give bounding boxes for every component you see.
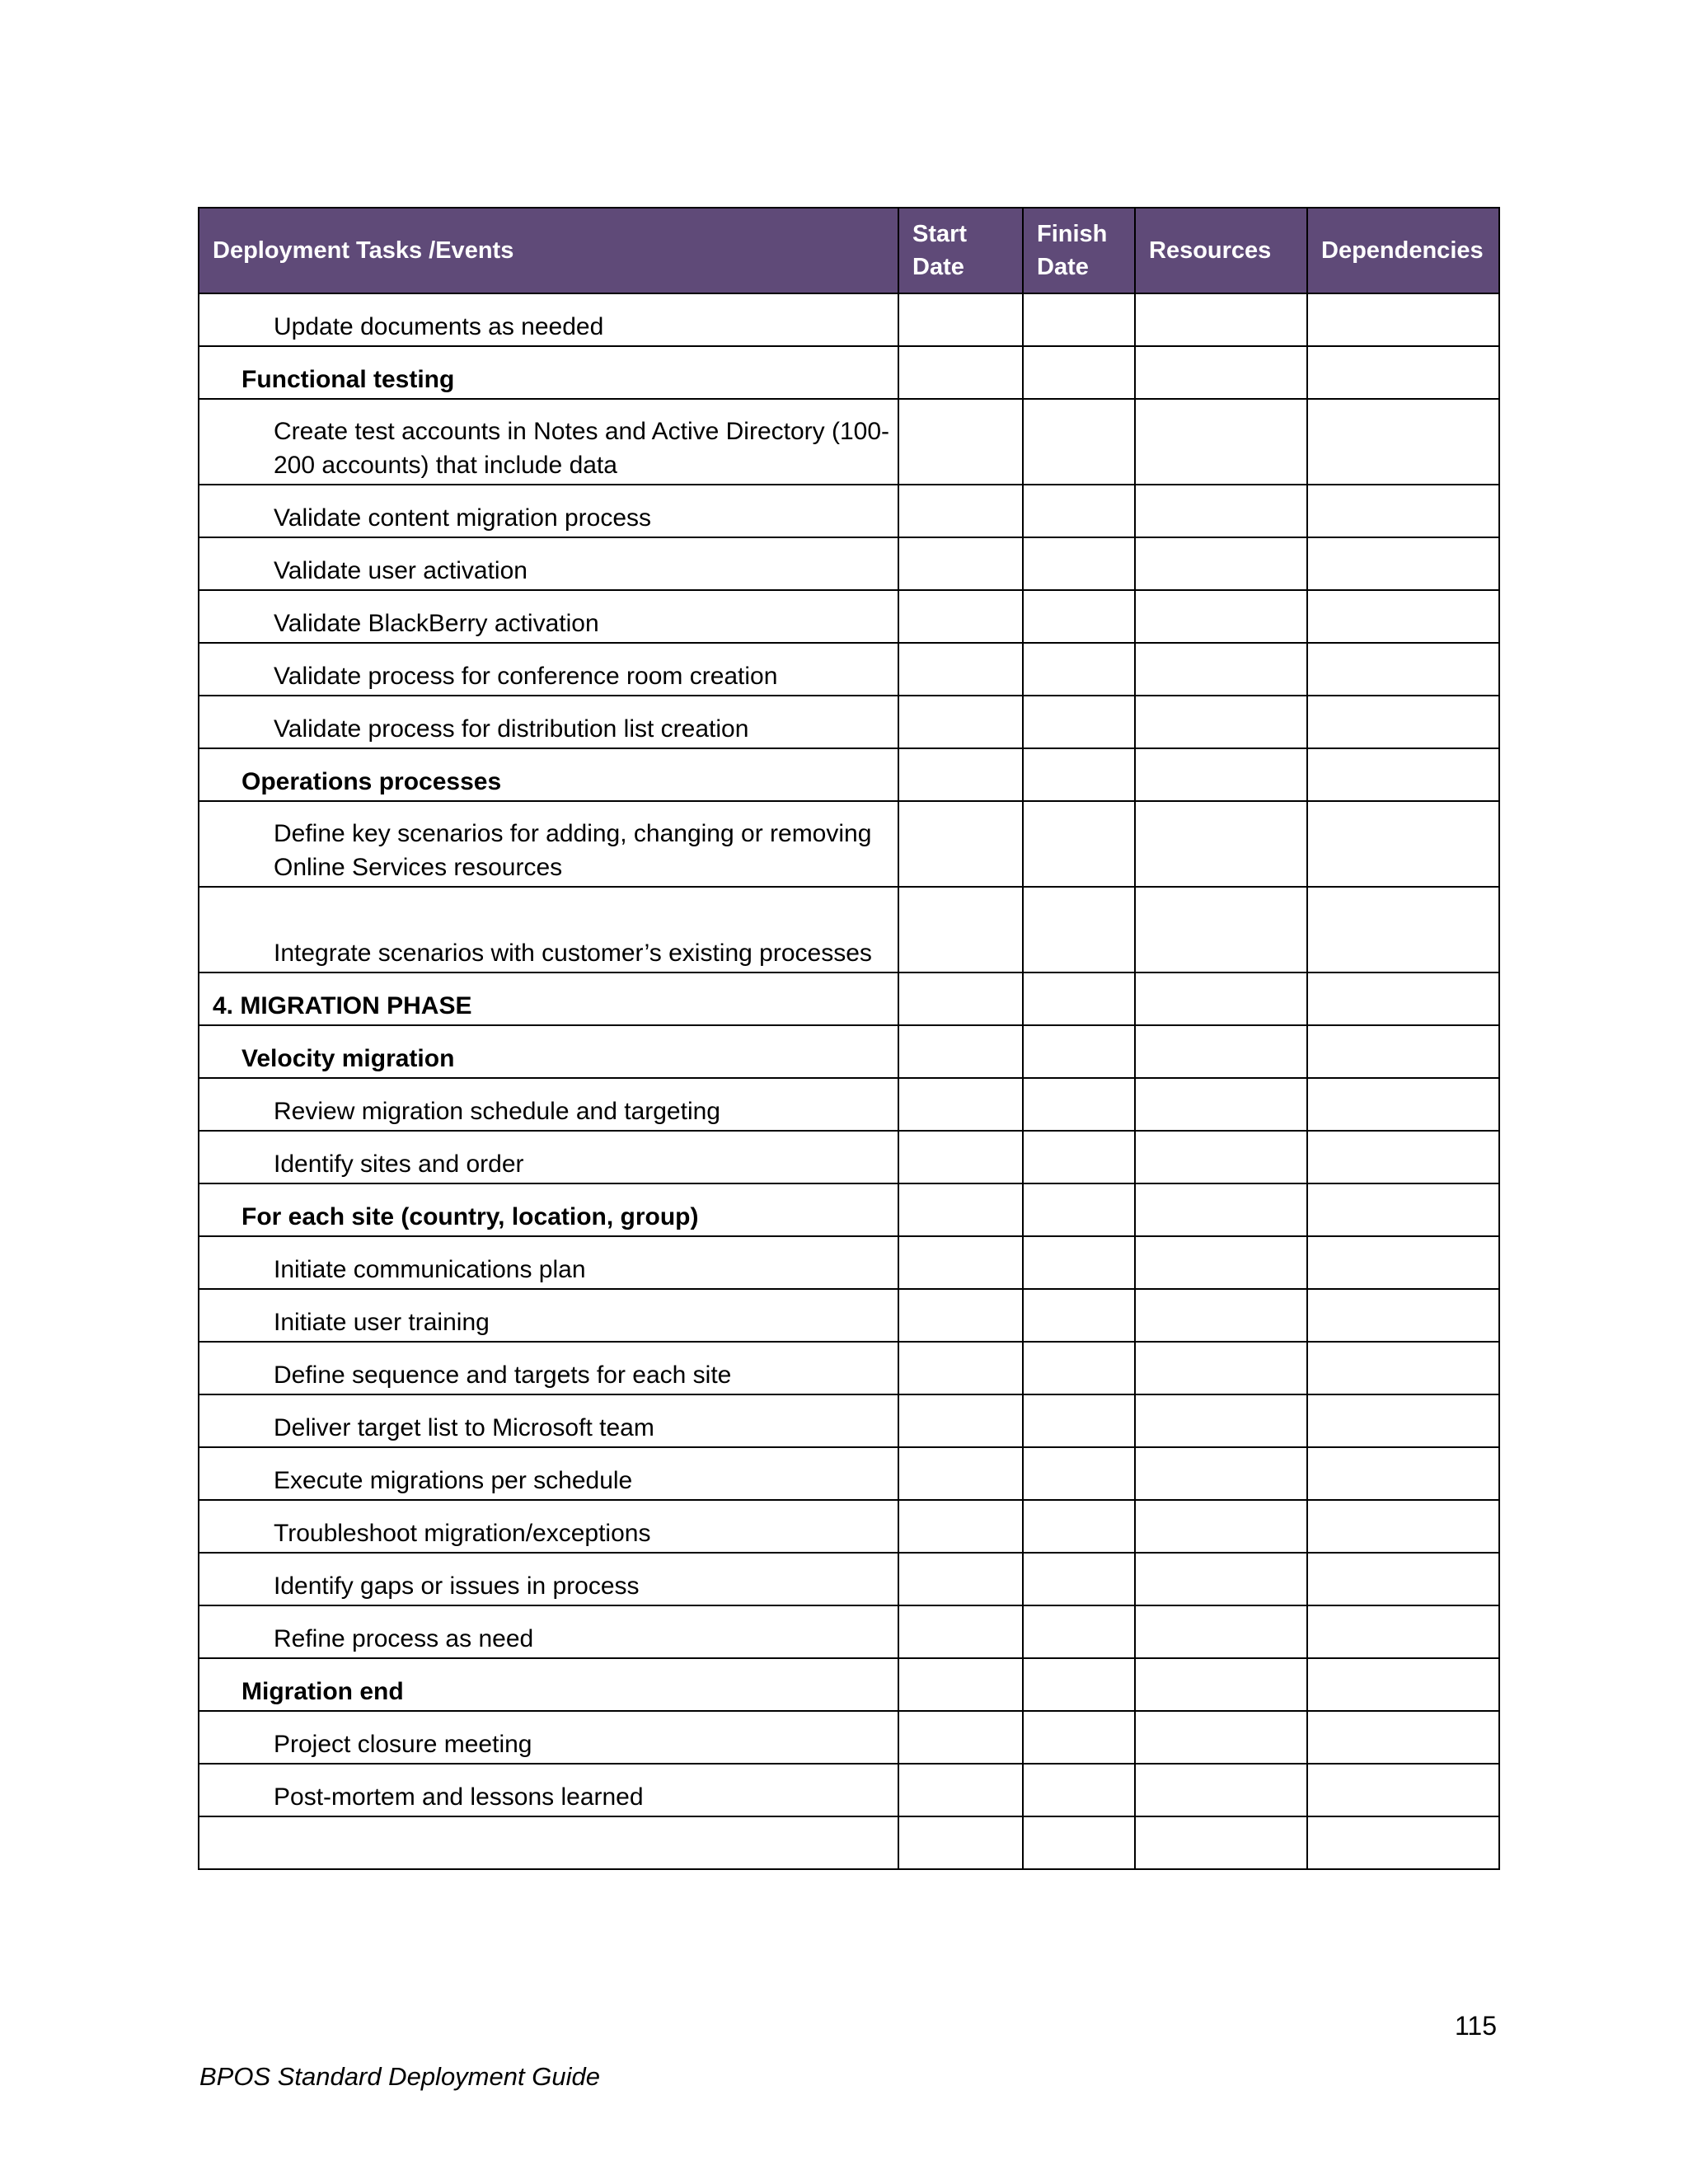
footer-document-title: BPOS Standard Deployment Guide	[199, 2062, 600, 2091]
task-cell: Post-mortem and lessons learned	[199, 1764, 898, 1816]
table-row	[199, 1236, 1499, 1289]
finish-date-cell	[1023, 1711, 1135, 1764]
finish-date-cell	[1023, 1764, 1135, 1816]
finish-date-cell	[1023, 346, 1135, 399]
resources-cell	[1135, 887, 1307, 972]
table-row	[199, 1131, 1499, 1183]
start-date-cell	[898, 972, 1023, 1025]
dependencies-cell	[1307, 1289, 1499, 1342]
header-start-date: Start Date	[898, 208, 1023, 293]
dependencies-cell	[1307, 1025, 1499, 1078]
dependencies-cell	[1307, 293, 1499, 346]
finish-date-cell	[1023, 972, 1135, 1025]
table-row	[199, 1711, 1499, 1764]
dependencies-cell	[1307, 485, 1499, 537]
resources-cell	[1135, 748, 1307, 801]
start-date-cell	[898, 1236, 1023, 1289]
task-cell: Deliver target list to Microsoft team	[199, 1394, 898, 1447]
task-cell: Validate content migration process	[199, 485, 898, 537]
start-date-cell	[898, 1078, 1023, 1131]
finish-date-cell	[1023, 537, 1135, 590]
start-date-cell	[898, 1500, 1023, 1553]
resources-cell	[1135, 801, 1307, 887]
resources-cell	[1135, 1289, 1307, 1342]
start-date-cell	[898, 1131, 1023, 1183]
table-row	[199, 485, 1499, 537]
start-date-cell	[898, 485, 1023, 537]
task-table-body	[199, 293, 1499, 1869]
start-date-cell	[898, 1553, 1023, 1605]
finish-date-cell	[1023, 1500, 1135, 1553]
start-date-cell	[898, 399, 1023, 485]
finish-date-cell	[1023, 801, 1135, 887]
table-row	[199, 1025, 1499, 1078]
table-row	[199, 1816, 1499, 1869]
start-date-cell	[898, 801, 1023, 887]
dependencies-cell	[1307, 1764, 1499, 1816]
table-row	[199, 590, 1499, 643]
header-resources: Resources	[1135, 208, 1307, 293]
start-date-cell	[898, 1447, 1023, 1500]
task-cell: Validate process for conference room creation	[199, 643, 898, 696]
dependencies-cell	[1307, 537, 1499, 590]
start-date-cell	[898, 537, 1023, 590]
dependencies-cell	[1307, 1236, 1499, 1289]
finish-date-cell	[1023, 399, 1135, 485]
dependencies-cell	[1307, 801, 1499, 887]
table-row	[199, 1605, 1499, 1658]
start-date-cell	[898, 590, 1023, 643]
resources-cell	[1135, 972, 1307, 1025]
dependencies-cell	[1307, 748, 1499, 801]
finish-date-cell	[1023, 1816, 1135, 1869]
finish-date-cell	[1023, 643, 1135, 696]
dependencies-cell	[1307, 346, 1499, 399]
finish-date-cell	[1023, 1658, 1135, 1711]
resources-cell	[1135, 1500, 1307, 1553]
finish-date-cell	[1023, 1342, 1135, 1394]
dependencies-cell	[1307, 696, 1499, 748]
task-cell: Functional testing	[199, 346, 898, 399]
start-date-cell	[898, 346, 1023, 399]
table-row	[199, 537, 1499, 590]
start-date-cell	[898, 1183, 1023, 1236]
resources-cell	[1135, 485, 1307, 537]
dependencies-cell	[1307, 1447, 1499, 1500]
task-cell: Identify gaps or issues in process	[199, 1553, 898, 1605]
resources-cell	[1135, 1342, 1307, 1394]
deployment-task-table	[198, 207, 1500, 1870]
resources-cell	[1135, 1711, 1307, 1764]
resources-cell	[1135, 1236, 1307, 1289]
resources-cell	[1135, 1394, 1307, 1447]
resources-cell	[1135, 590, 1307, 643]
task-cell: Define key scenarios for adding, changing or removing Online Services resources	[199, 801, 898, 887]
finish-date-cell	[1023, 887, 1135, 972]
table-row	[199, 293, 1499, 346]
finish-date-cell	[1023, 293, 1135, 346]
table-row	[199, 1764, 1499, 1816]
finish-date-cell	[1023, 1183, 1135, 1236]
resources-cell	[1135, 1816, 1307, 1869]
dependencies-cell	[1307, 1394, 1499, 1447]
resources-cell	[1135, 1078, 1307, 1131]
table-row	[199, 1289, 1499, 1342]
start-date-cell	[898, 1816, 1023, 1869]
table-row	[199, 1658, 1499, 1711]
task-cell: Identify sites and order	[199, 1131, 898, 1183]
task-cell: Integrate scenarios with customer’s existing processes	[199, 887, 898, 972]
task-cell: Initiate user training	[199, 1289, 898, 1342]
dependencies-cell	[1307, 1500, 1499, 1553]
dependencies-cell	[1307, 1553, 1499, 1605]
resources-cell	[1135, 1764, 1307, 1816]
table-row	[199, 1447, 1499, 1500]
dependencies-cell	[1307, 972, 1499, 1025]
finish-date-cell	[1023, 696, 1135, 748]
start-date-cell	[898, 1025, 1023, 1078]
task-cell: For each site (country, location, group)	[199, 1183, 898, 1236]
table-row	[199, 748, 1499, 801]
table-row	[199, 1183, 1499, 1236]
finish-date-cell	[1023, 748, 1135, 801]
start-date-cell	[898, 643, 1023, 696]
header-dependencies: Dependencies	[1307, 208, 1499, 293]
table-row	[199, 1078, 1499, 1131]
dependencies-cell	[1307, 1605, 1499, 1658]
resources-cell	[1135, 346, 1307, 399]
dependencies-cell	[1307, 643, 1499, 696]
table-row	[199, 1342, 1499, 1394]
task-cell: Create test accounts in Notes and Active Directory (100-200 accounts) that include data	[199, 399, 898, 485]
start-date-cell	[898, 293, 1023, 346]
table-row	[199, 696, 1499, 748]
table-row	[199, 801, 1499, 887]
dependencies-cell	[1307, 887, 1499, 972]
dependencies-cell	[1307, 1711, 1499, 1764]
resources-cell	[1135, 1553, 1307, 1605]
page-number: 115	[1454, 2011, 1497, 2041]
task-cell: Troubleshoot migration/exceptions	[199, 1500, 898, 1553]
resources-cell	[1135, 1183, 1307, 1236]
task-cell: Validate BlackBerry activation	[199, 590, 898, 643]
resources-cell	[1135, 1131, 1307, 1183]
task-cell: Update documents as needed	[199, 293, 898, 346]
resources-cell	[1135, 696, 1307, 748]
table-header-row	[199, 208, 1499, 293]
resources-cell	[1135, 643, 1307, 696]
start-date-cell	[898, 696, 1023, 748]
resources-cell	[1135, 399, 1307, 485]
finish-date-cell	[1023, 1447, 1135, 1500]
dependencies-cell	[1307, 1342, 1499, 1394]
finish-date-cell	[1023, 1078, 1135, 1131]
finish-date-cell	[1023, 1605, 1135, 1658]
task-cell: Operations processes	[199, 748, 898, 801]
finish-date-cell	[1023, 1394, 1135, 1447]
finish-date-cell	[1023, 1025, 1135, 1078]
task-cell: Execute migrations per schedule	[199, 1447, 898, 1500]
table-row	[199, 1500, 1499, 1553]
start-date-cell	[898, 1711, 1023, 1764]
finish-date-cell	[1023, 590, 1135, 643]
start-date-cell	[898, 1764, 1023, 1816]
table-row	[199, 887, 1499, 972]
resources-cell	[1135, 1025, 1307, 1078]
task-cell: Initiate communications plan	[199, 1236, 898, 1289]
task-cell: 4. MIGRATION PHASE	[199, 972, 898, 1025]
start-date-cell	[898, 1394, 1023, 1447]
task-cell: Review migration schedule and targeting	[199, 1078, 898, 1131]
resources-cell	[1135, 293, 1307, 346]
dependencies-cell	[1307, 1658, 1499, 1711]
task-cell: Refine process as need	[199, 1605, 898, 1658]
table-row	[199, 399, 1499, 485]
table-row	[199, 643, 1499, 696]
resources-cell	[1135, 1447, 1307, 1500]
start-date-cell	[898, 1605, 1023, 1658]
finish-date-cell	[1023, 1236, 1135, 1289]
finish-date-cell	[1023, 1289, 1135, 1342]
dependencies-cell	[1307, 1131, 1499, 1183]
table-row	[199, 1394, 1499, 1447]
task-cell: Project closure meeting	[199, 1711, 898, 1764]
resources-cell	[1135, 537, 1307, 590]
dependencies-cell	[1307, 1183, 1499, 1236]
finish-date-cell	[1023, 1553, 1135, 1605]
table-row	[199, 346, 1499, 399]
task-cell: Migration end	[199, 1658, 898, 1711]
finish-date-cell	[1023, 1131, 1135, 1183]
task-cell	[199, 1816, 898, 1869]
header-finish-date: Finish Date	[1023, 208, 1135, 293]
table-row	[199, 1553, 1499, 1605]
start-date-cell	[898, 1658, 1023, 1711]
dependencies-cell	[1307, 590, 1499, 643]
table-row	[199, 972, 1499, 1025]
task-cell: Define sequence and targets for each site	[199, 1342, 898, 1394]
header-deployment-tasks: Deployment Tasks /Events	[199, 208, 898, 293]
task-cell: Validate process for distribution list creation	[199, 696, 898, 748]
dependencies-cell	[1307, 399, 1499, 485]
dependencies-cell	[1307, 1078, 1499, 1131]
resources-cell	[1135, 1605, 1307, 1658]
start-date-cell	[898, 1342, 1023, 1394]
resources-cell	[1135, 1658, 1307, 1711]
start-date-cell	[898, 1289, 1023, 1342]
start-date-cell	[898, 748, 1023, 801]
task-cell: Validate user activation	[199, 537, 898, 590]
dependencies-cell	[1307, 1816, 1499, 1869]
finish-date-cell	[1023, 485, 1135, 537]
task-cell: Velocity migration	[199, 1025, 898, 1078]
start-date-cell	[898, 887, 1023, 972]
